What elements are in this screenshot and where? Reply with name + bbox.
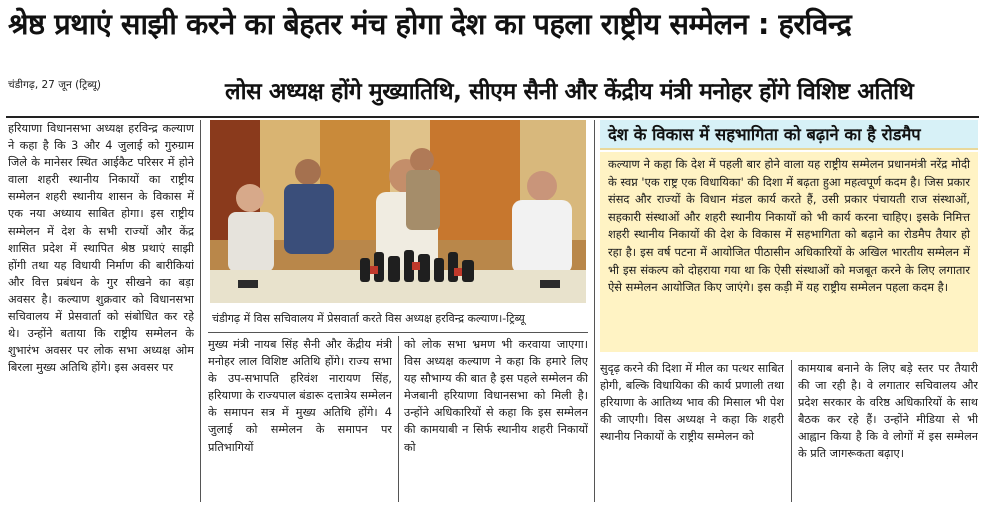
dateline: चंडीगढ़, 27 जून (ट्रिब्यू) — [8, 79, 101, 91]
column-divider — [398, 336, 399, 502]
column-divider — [200, 120, 201, 502]
column-divider — [594, 120, 595, 502]
headline-rule — [6, 116, 979, 118]
article-column-2: मुख्य मंत्री नायब सिंह सैनी और केंद्रीय मंत्री मनोहर लाल विशिष्ट अतिथि होंगे। राज्य सभा के उप-सभापति हरिवंश नारायण सिंह, हरियाणा के राज्यपाल बंडारू दत्तात्रेय सम्मेलन के समापन सत्र में मुख्य अतिथि होंगे। 4 जुलाई को सम्मेलन के समापन पर प्रतिभागियों — [208, 338, 392, 454]
article-column-1: हरियाणा विधानसभा अध्यक्ष हरविन्द्र कल्याण ने कहा है कि 3 और 4 जुलाई को गुरुग्राम जिले के मानेसर स्थित आईकैट परिसर में होने वाला शहरी स्थानीय निकायों का राष्ट्रीय सम्मेलन शहरी स्थानीय शासन के विकास में एक नया अध्याय साबित होगा। इस राष्ट्रीय सम्मेलन में देश के सभी राज्यों और केंद्र शासित प्रदेश में स्थापित श्रेष्ठ प्रथाएं साझी होंगी तथा यह विधायी निर्माण की बारीकियां और वित्त प्रबंधन के गुर सीखने का बड़ा अवसर है। कल्याण शुक्रवार को विधानसभा सचिवालय में प्रेसवार्ता को संबोधित कर रहे थे। उन्होंने बताया कि राष्ट्रीय सम्मेलन के शुभारंभ अवसर पर लोक सभा अध्यक्ष ओम बिरला मुख्य अतिथि होंगे। इस अवसर पर — [8, 122, 194, 375]
article-column-4: सुदृढ़ करने की दिशा में मील का पत्थर साबित होगी, बल्कि विधायिका की कार्य प्रणाली तथा हरियाणा के आतिथ्य भाव की मिसाल भी पेश की जाएगी। विस अध्यक्ष ने कहा कि शहरी स्थानीय निकायों के राष्ट्रीय सम्मेलन को — [600, 362, 784, 444]
caption-rule — [208, 332, 588, 333]
headline: श्रेष्ठ प्रथाएं साझी करने का बेहतर मंच होगा देश का पहला राष्ट्रीय सम्मेलन : हरविन्द्र — [8, 7, 852, 41]
subheadline: लोस अध्यक्ष होंगे मुख्यातिथि, सीएम सैनी और केंद्रीय मंत्री मनोहर होंगे विशिष्ट अतिथि — [225, 79, 914, 105]
press-conference-photo — [210, 120, 586, 303]
sidebar-box-body: कल्याण ने कहा कि देश में पहली बार होने वाला यह राष्ट्रीय सम्मेलन प्रधानमंत्री नरेंद्र मोदी के स्वप्न 'एक राष्ट्र एक विधायिका' की दिशा में बढ़ता हुआ महत्वपूर्ण कदम है। जिस प्रकार संसद और राज्यों के विधान मंडल कार्य करते हैं, उसी प्रकार पंचायती राज संस्थाओं, सहकारी संस्थाओं और शहरी स्थानीय निकायों को भी कार्य करना चाहिए। इसके निमित्त शहरी स्थानीय निकायों की देश के विकास में सहभागिता को बढ़ाने का रोडमैप तैयार हो रहा है। इस वर्ष पटना में आयोजित पीठासीन अधिकारियों के अखिल भारतीय सम्मेलन में भी इस संकल्प को दोहराया गया था कि ऐसी संस्थाओं को मजबूत करने के लिए लगातार ऐसे सम्मेलन आयोजित किए जाएंगे। इस कड़ी में यह राष्ट्रीय सम्मेलन पहला कदम है। — [600, 152, 978, 352]
article-column-3: को लोक सभा भ्रमण भी करवाया जाएगा। विस अध्यक्ष कल्याण ने कहा कि हमारे लिए यह सौभाग्य की बात है इस पहले सम्मेलन की मेजबानी हरियाणा विधानसभा को मिली है। उन्होंने अधिकारियों से कहा कि इस सम्मेलन की कामयाबी न सिर्फ स्थानीय शहरी निकायों को — [404, 338, 588, 454]
photo-caption: चंडीगढ़ में विस सचिवालय में प्रेसवार्ता करते विस अध्यक्ष हरविन्द्र कल्याण।-ट्रिब्यू — [212, 312, 525, 325]
sidebar-box-heading: देश के विकास में सहभागिता को बढ़ाने का है रोडमैप — [600, 120, 978, 150]
article-column-5: कामयाब बनाने के लिए बड़े स्तर पर तैयारी की जा रही है। वे लगातार सचिवालय और प्रदेश सरकार के वरिष्ठ अधिकारियों के साथ बैठक कर रहे हैं। उन्होंने मीडिया से भी आह्वान किया है कि वे लोगों में इस सम्मेलन के प्रति जागरूकता बढ़ाए। — [798, 362, 978, 461]
press-conference-illustration — [210, 120, 586, 303]
column-divider — [791, 360, 792, 502]
